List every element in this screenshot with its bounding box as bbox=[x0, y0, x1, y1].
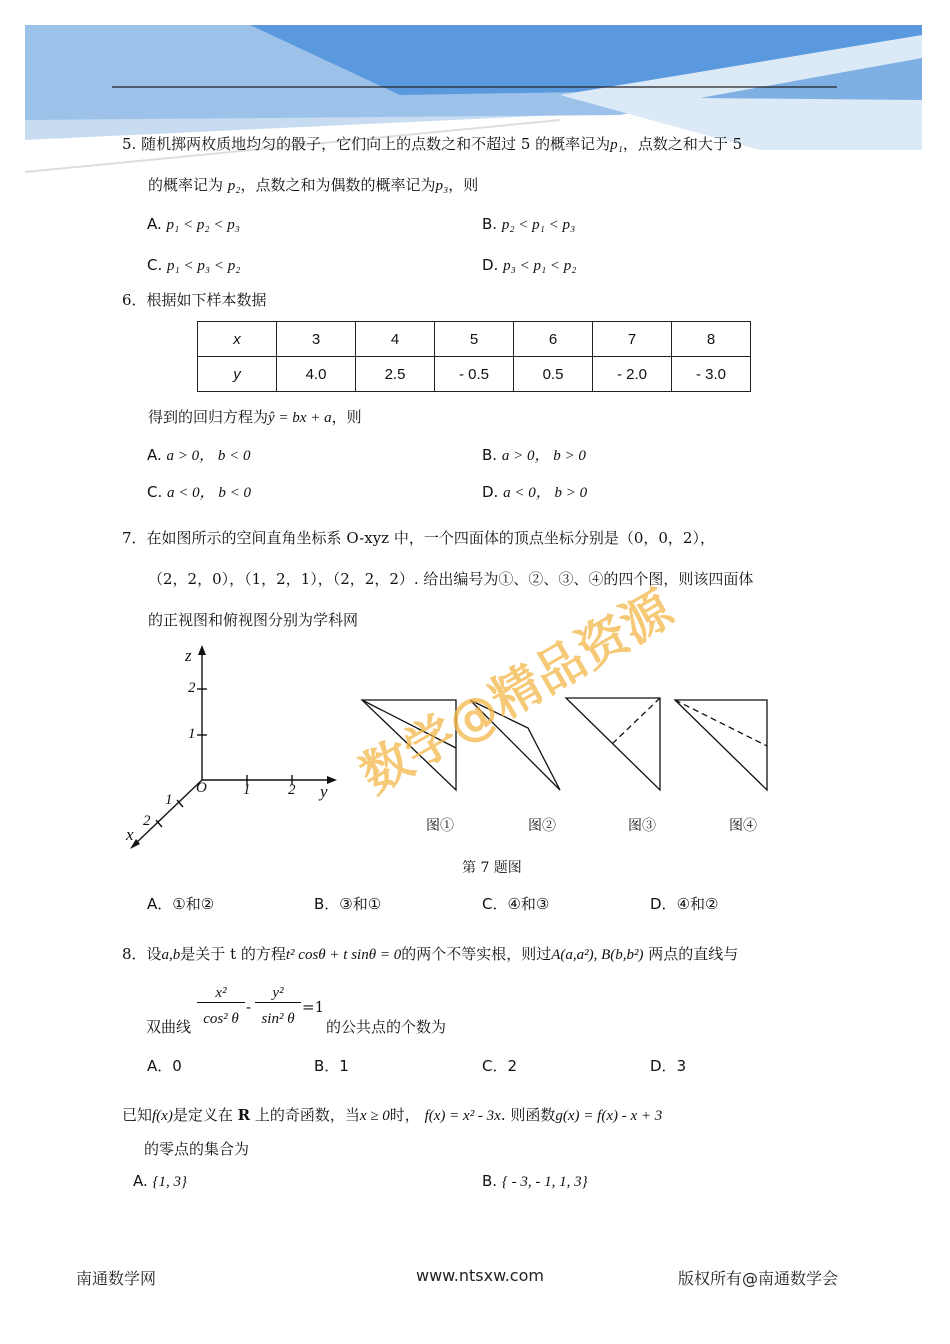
hyperbola-rest: =1 bbox=[302, 998, 325, 1016]
q6-option-c: C. a < 0， b < 0 bbox=[147, 483, 252, 501]
hyperbola-num-2: y² bbox=[255, 985, 301, 1003]
q5-option-c: C. p₁ < p₃ < p₂ bbox=[147, 256, 241, 274]
q5-p2: p₂ bbox=[227, 178, 241, 194]
q7-line3: 的正视图和俯视图分别为学科网 bbox=[148, 611, 359, 629]
q8-option-c: C．2 bbox=[482, 1057, 518, 1075]
q5-line1 bbox=[122, 133, 742, 154]
q5-option-d: D. p₃ < p₁ < p₂ bbox=[482, 256, 577, 274]
table-cell: 4.0 bbox=[277, 357, 356, 392]
q9-line2: 的零点的集合为 bbox=[144, 1140, 250, 1158]
table-row bbox=[198, 357, 751, 392]
q8-points: A(a,a²), B(b,b²) bbox=[551, 947, 644, 963]
q8-line1: 8．设a,b是关于 t 的方程t² cosθ + t sinθ = 0的两个不等实根，则过A(a,a²), B(b,b²) 两点的直线与 bbox=[122, 945, 739, 963]
fig-label-3: 图③ bbox=[628, 818, 656, 834]
y-tick-1: 1 bbox=[243, 782, 251, 798]
q5-option-a: A. p₁ < p₂ < p₃ bbox=[147, 215, 240, 233]
q7-option-c: C．④和③ bbox=[482, 895, 550, 913]
table-cell: - 3.0 bbox=[672, 357, 751, 392]
q7-option-d: D．④和② bbox=[650, 895, 719, 913]
q9-fdef: f(x) = x² - 3x bbox=[424, 1108, 501, 1124]
q7-caption: 第 7 题图 bbox=[462, 860, 522, 876]
q8-line2-label: 双曲线 bbox=[146, 1018, 192, 1036]
x-tick-2: 2 bbox=[143, 813, 151, 829]
q7-coordinate-axes bbox=[120, 640, 350, 855]
q5-option-b: B. p₂ < p₁ < p₃ bbox=[482, 215, 576, 233]
hyperbola-den-2: sin² θ bbox=[261, 1011, 295, 1027]
table-cell: 6 bbox=[514, 322, 593, 357]
footer-center[interactable]: www.ntsxw.com bbox=[416, 1266, 544, 1285]
q7-line2: （2，2，0），（1，2，1），（2，2，2）. 给出编号为①、②、③、④的四个图，则该四面体 bbox=[148, 570, 754, 588]
q6-option-d: D. a < 0， b > 0 bbox=[482, 483, 588, 501]
q8-option-d: D．3 bbox=[650, 1057, 687, 1075]
q6-data-table bbox=[197, 321, 751, 392]
q9-cond: x ≥ 0 bbox=[359, 1108, 390, 1124]
hyperbola-num-1: x² bbox=[197, 985, 245, 1003]
z-tick-2: 2 bbox=[188, 680, 196, 696]
q6-intro: 6．根据如下样本数据 bbox=[122, 291, 267, 309]
q8-equation: t² cosθ + t sinθ = 0 bbox=[285, 947, 402, 963]
table-header-y: y bbox=[198, 357, 277, 392]
q9-option-b: B. { - 3, - 1, 1, 3} bbox=[482, 1172, 588, 1190]
q9-gdef: g(x) = f(x) - x + 3 bbox=[555, 1108, 663, 1124]
figure-4 bbox=[675, 700, 767, 790]
z-axis-label: z bbox=[185, 646, 192, 665]
q5-line2 bbox=[148, 174, 478, 195]
q5-text-2b: ，点数之和为偶数的概率记为 bbox=[240, 176, 436, 194]
table-row bbox=[198, 322, 751, 357]
table-cell: 0.5 bbox=[514, 357, 593, 392]
table-cell: 2.5 bbox=[356, 357, 435, 392]
table-cell: - 2.0 bbox=[593, 357, 672, 392]
q9-fx: f(x) bbox=[152, 1108, 173, 1124]
fig-label-2: 图② bbox=[528, 818, 556, 834]
q5-p1: p₁ bbox=[610, 137, 623, 153]
q5-text-2c: ，则 bbox=[448, 176, 479, 194]
x-axis-label: x bbox=[126, 825, 134, 844]
q5-text-1b: ，点数之和大于 5 bbox=[622, 135, 743, 153]
q8-option-a: A．0 bbox=[147, 1057, 182, 1075]
table-header-x: x bbox=[198, 322, 277, 357]
table-cell: 4 bbox=[356, 322, 435, 357]
q6-regression-line: 得到的回归方程为ŷ = bx + a，则 bbox=[148, 408, 362, 426]
origin-label: O bbox=[196, 780, 207, 796]
q5-text-2a: 的概率记为 bbox=[148, 176, 224, 194]
x-tick-1: 1 bbox=[165, 792, 173, 808]
table-cell: - 0.5 bbox=[435, 357, 514, 392]
footer-right: 版权所有@南通数学会 bbox=[678, 1269, 839, 1288]
footer-left: 南通数学网 bbox=[76, 1269, 157, 1288]
figure-3 bbox=[566, 698, 660, 790]
table-cell: 5 bbox=[435, 322, 514, 357]
q9-R: R bbox=[237, 1106, 251, 1124]
q6-option-a: A. a > 0， b < 0 bbox=[147, 446, 251, 464]
q6-regression-eq: ŷ = bx + a bbox=[268, 410, 332, 426]
y-tick-2: 2 bbox=[288, 782, 296, 798]
q9-option-a: A. {1, 3} bbox=[133, 1172, 188, 1190]
q7-line1: 7．在如图所示的空间直角坐标系 O-xyz 中，一个四面体的顶点坐标分别是（0，0，2）， bbox=[122, 529, 715, 547]
fig-label-4: 图④ bbox=[729, 818, 757, 834]
q7-option-b: B．③和① bbox=[314, 895, 382, 913]
q7-option-a: A．①和② bbox=[147, 895, 215, 913]
q8-line2-end: 的公共点的个数为 bbox=[326, 1018, 447, 1036]
z-tick-1: 1 bbox=[188, 726, 196, 742]
q6-option-b: B. a > 0， b > 0 bbox=[482, 446, 586, 464]
fig-label-1: 图① bbox=[426, 818, 454, 834]
table-cell: 7 bbox=[593, 322, 672, 357]
watermark-text: 数学@精品资源 bbox=[350, 579, 683, 805]
q8-option-b: B．1 bbox=[314, 1057, 349, 1075]
y-axis-label: y bbox=[320, 782, 328, 801]
q8-ab: a,b bbox=[161, 947, 181, 963]
q5-text-1: 5. 随机掷两枚质地均匀的骰子，它们向上的点数之和不超过 5 的概率记为 bbox=[122, 135, 611, 153]
table-cell: 3 bbox=[277, 322, 356, 357]
q9-line1: 已知f(x)是定义在 R 上的奇函数，当x ≥ 0时， f(x) = x² - 3x. 则函数g(x) = f(x) - x + 3 bbox=[122, 1106, 663, 1124]
table-cell: 8 bbox=[672, 322, 751, 357]
hyperbola-minus: - bbox=[246, 998, 252, 1016]
hyperbola-den-1: cos² θ bbox=[203, 1011, 239, 1027]
q5-p3: p₃ bbox=[435, 178, 449, 194]
